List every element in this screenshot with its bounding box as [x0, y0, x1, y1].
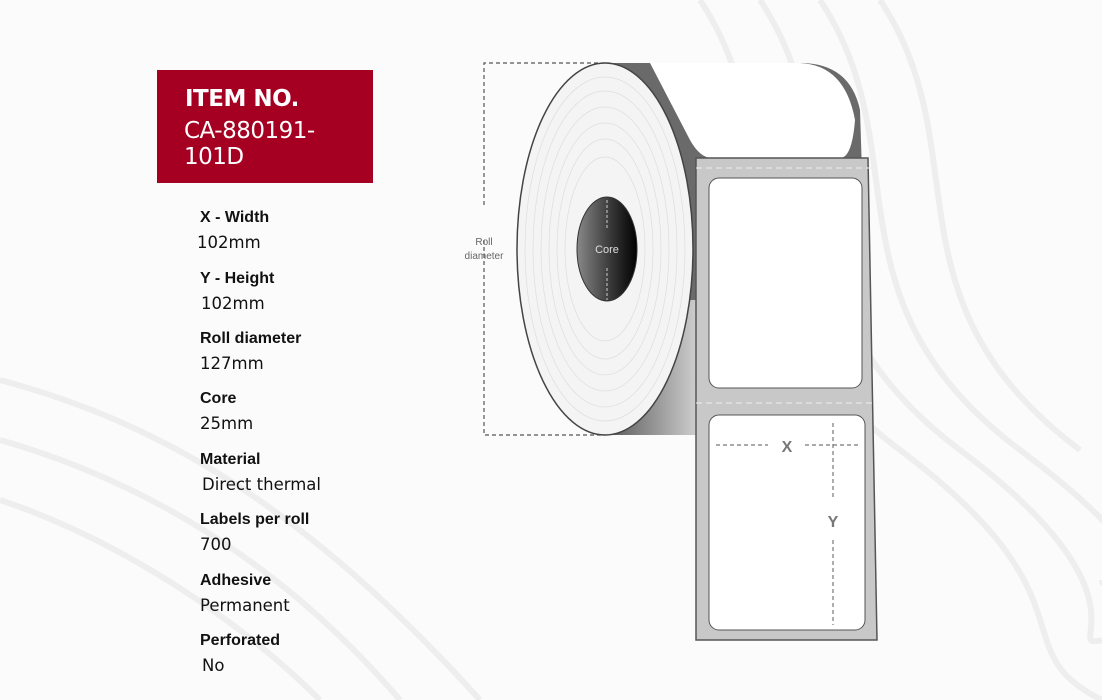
spec-label: Perforated	[200, 632, 281, 649]
spec-label: Labels per roll	[200, 511, 310, 528]
spec-value: 102mm	[197, 233, 261, 252]
spec-label: Core	[200, 390, 237, 407]
spec-value: 25mm	[200, 414, 254, 433]
spec-label: Material	[200, 451, 261, 468]
spec-value: No	[202, 656, 225, 675]
spec-value: 700	[200, 535, 232, 554]
spec-value: 127mm	[200, 354, 264, 373]
spec-label: X - Width	[200, 209, 270, 226]
roll-label: Roll	[475, 237, 493, 248]
x-dimension-label: X	[781, 439, 793, 456]
spec-label: Adhesive	[200, 572, 272, 589]
diameter-label: diameter	[464, 251, 504, 262]
spec-value: 102mm	[201, 294, 265, 313]
y-dimension-label: Y	[827, 514, 839, 531]
spec-value: Direct thermal	[202, 475, 321, 494]
item-number: CA-880191-101D	[184, 118, 315, 170]
spec-label: Y - Height	[200, 270, 275, 287]
item-title: ITEM NO.	[185, 86, 299, 112]
core-label: Core	[595, 244, 619, 256]
spec-label: Roll diameter	[200, 330, 302, 347]
spec-value: Permanent	[200, 596, 290, 615]
label-sheet	[709, 178, 862, 388]
